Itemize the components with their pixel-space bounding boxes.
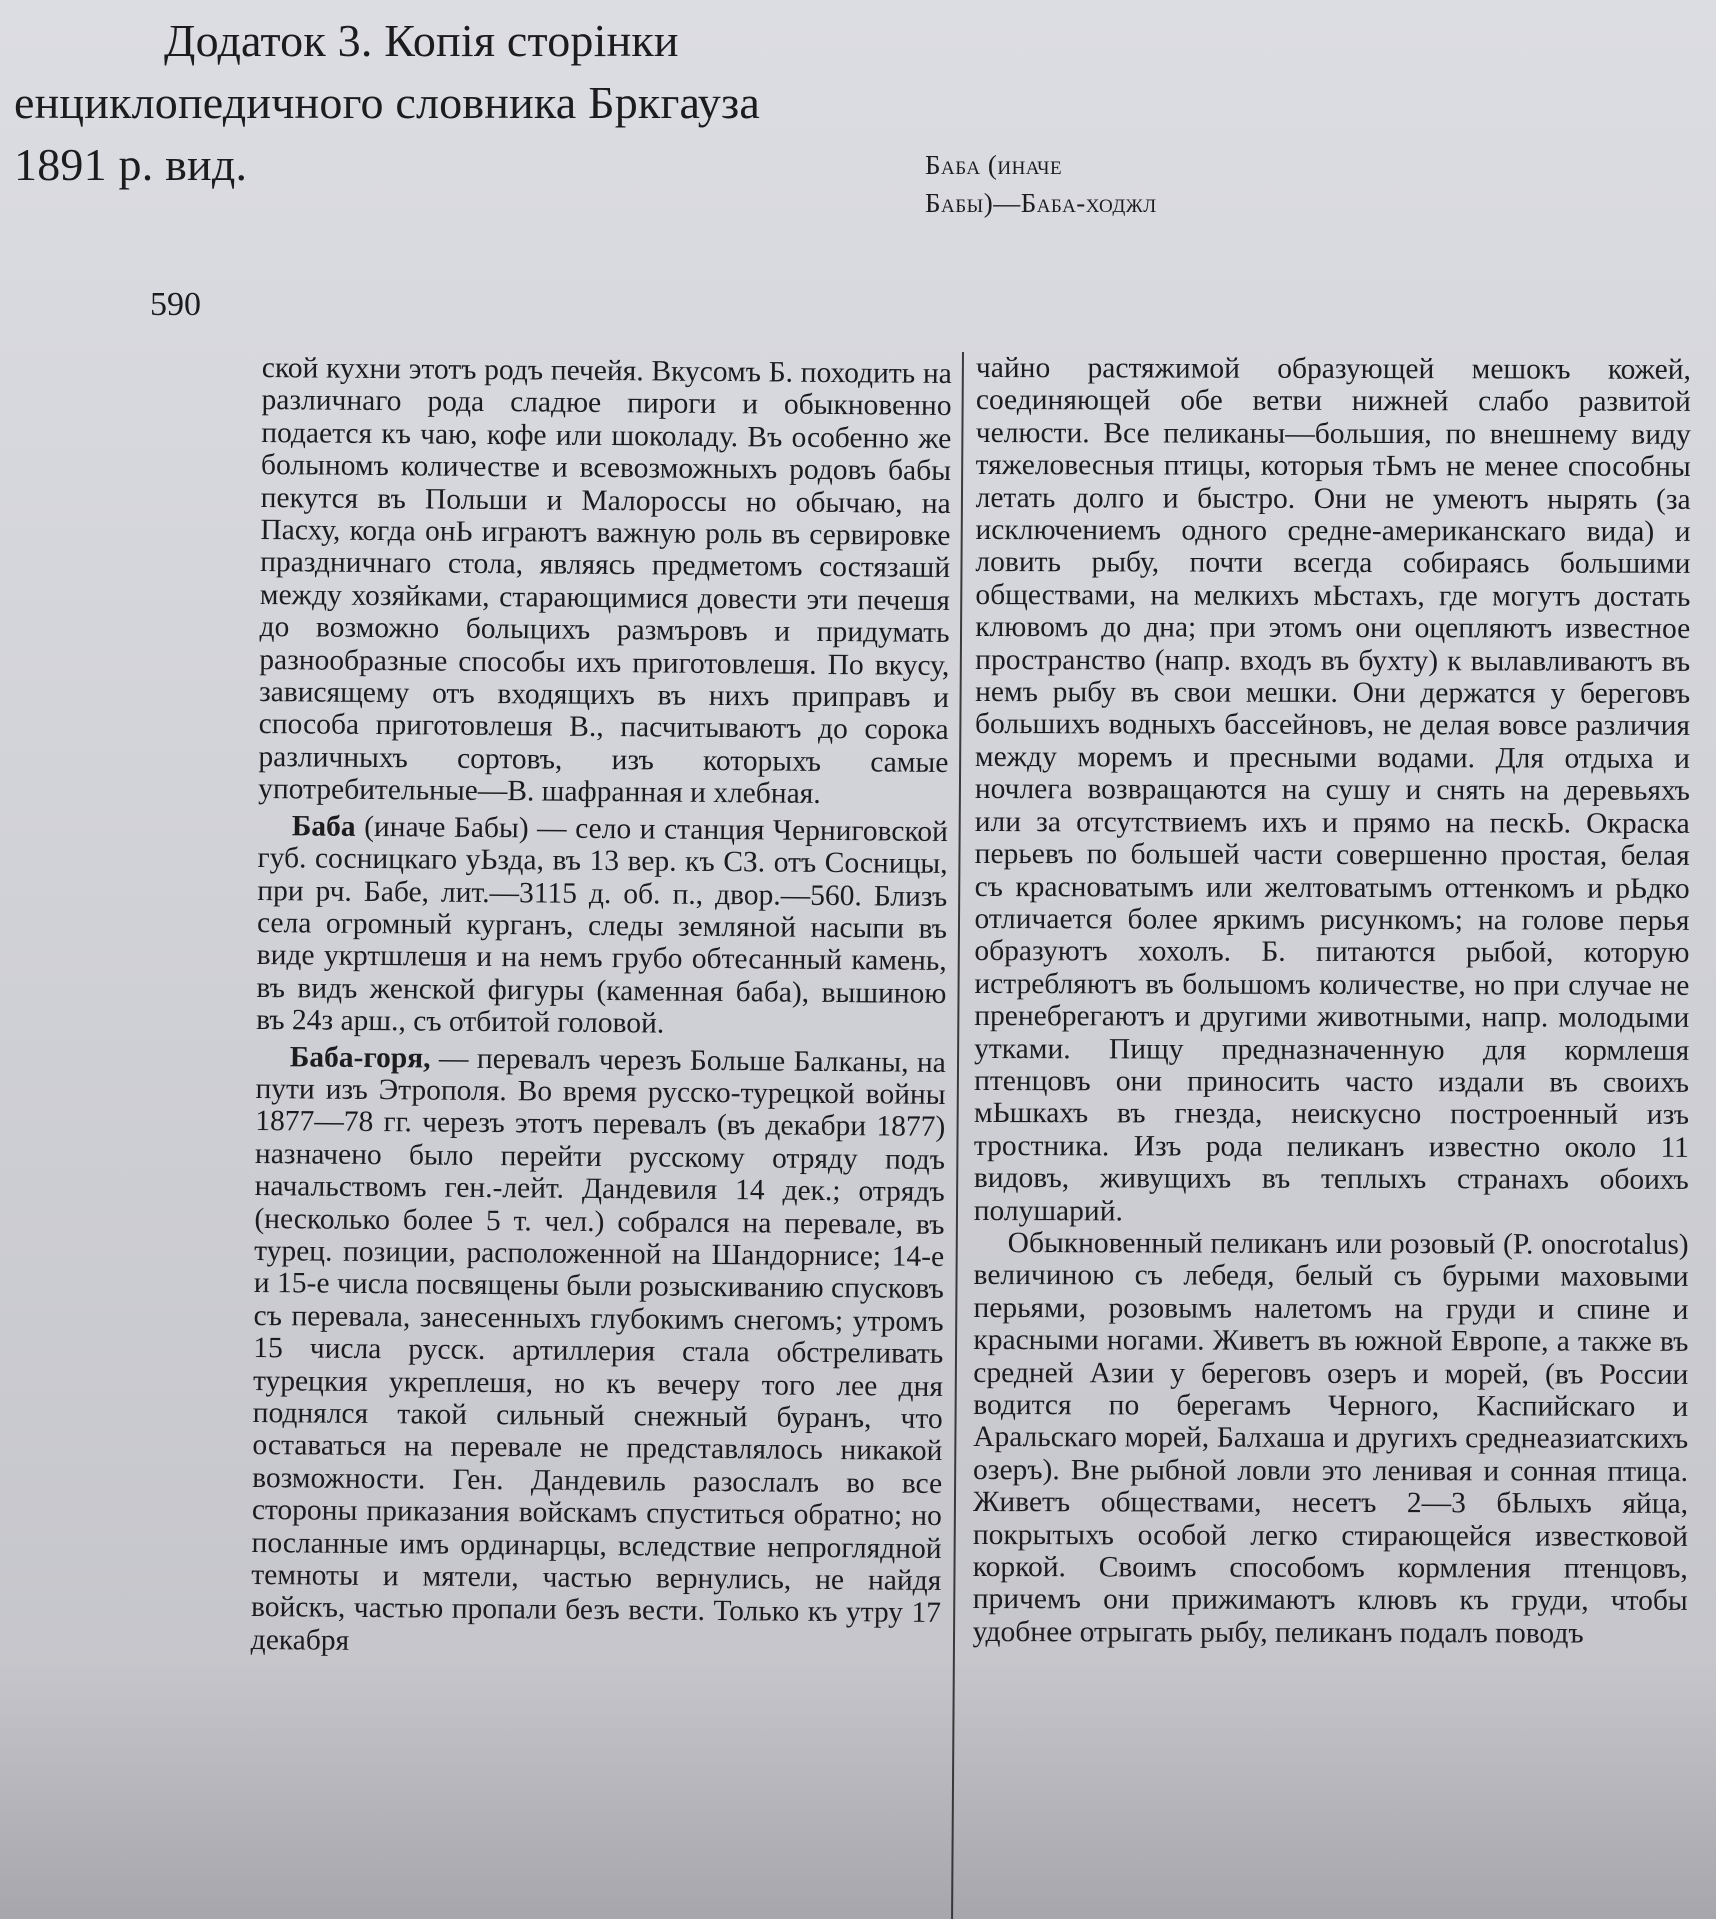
entry-baba-gorya-text: — перевалъ черезъ Больше Балканы, на пути изъ Этрополя. Во время русско-турецкой войны 1877—78 гг. черезъ этотъ перевалъ (въ декабри 1877) назначено было перейти русскому отряду подъ начальствомъ ген.-лейт. Дандевиля 14 дек.; отрядъ (несколько более 5 т. чел.) собрался на перевале, въ турец. позиции, расположенной на Шандорнисе; 14-е и 15-е числа посвящены были розыскиванию спусковъ съ перевала, занесенныхъ глубокимъ снегомъ; утромъ 15 числа русск. артиллерия стала обстреливать турецкия укреплешя, но къ вечеру того лее дня поднялся такой сильный снежный буранъ, что оставаться на перевале не представлялось никакой возможности. Ген. Дандевиль разослалъ во все стороны приказания войскамъ спуститься обратно; но посланные имъ ординарцы, вследствие непроглядной темноты и мятели, частью вернулись, не найдя войскъ, частью пропали безъ вести. Только къ утру 17 декабря bbox=[250, 1042, 946, 1657]
entry-baba-village bbox=[256, 810, 948, 1043]
paragraph-pelicans: чайно растяжимой образующей мешокъ кожей, соединяющей обе ветви нижней слабо развитой челюсти. Все пеликаны—большия, по внешнему виду тяжеловесныя птицы, которыя тЬмъ не менее способны летать долго и быстро. Они не умеютъ нырять (за исключениемъ одного средне-американскаго вида) и ловить рыбу, почти всегда собираясь большими обществами, на мелкихъ мЬстахъ, где могутъ достать клювомъ до дна; при этомъ они оцепляютъ известное пространство (напр. входъ въ бухту) к вылавливаютъ въ немъ рыбу въ свои мешки. Они держатся у береговъ большихъ водныхъ бассейновъ, не делая вовсе различия между моремъ и пресными водами. Для отдыха и ночлега возвращаются на сушу и снять на деревьяхъ или за отсутствиемъ ихъ и прямо на пескЬ. Окраска перьевъ по большей части совершенно простая, белая съ красноватымъ или желтоватымъ оттенкомъ и рЬдко отличается более яркимъ рисункомъ; на голове перья образуютъ хохолъ. Б. питаются рыбой, которую истребляютъ въ большомъ количестве, но при случае не пренебрегаютъ и другими животными, напр. молодыми утками. Пищу предназначенную для кормлешя птенцовъ они приносить часто издали въ своихъ мЬшкахъ въ гнезда, неискусно построенный изъ тростника. Изъ рода пеликанъ известно около 11 видовъ, живущихъ въ теплыхъ странахъ обоихъ полушарий. bbox=[973, 352, 1691, 1227]
left-column bbox=[251, 352, 952, 1662]
title-line-3: 1891 р. вид. bbox=[14, 139, 248, 190]
paragraph-baba-cake: ской кухни этотъ родъ печейя. Вкусомъ Б. походить на различнаго рода сладюе пироги и обыкновенно подается къ чаю, кофе или шоколаду. Въ особенно же болыномъ количестве и всевозможныхъ родовъ бабы пекутся въ Польши и Малороссы но обычаю, на Пасху, когда онЬ играютъ важную роль въ сервировке праздничнаго стола, являясь предметомъ состязашй между хозяйками, старающимися довести эти печешя до возможно болыцихъ размъровъ и придумать разнообразные способы ихъ приготовлешя. По вкусу, зависящему отъ входящихъ въ нихъ приправъ и способа приготовлешя В., пасчитываютъ до сорока различныхъ сортовъ, изъ которыхъ самые употребительные—В. шафранная и хлебная. bbox=[258, 352, 952, 811]
title-line-1: Додаток 3. Копія сторінки bbox=[164, 15, 679, 66]
photo-shadow bbox=[0, 1659, 1716, 1919]
entry-baba-text: (иначе Бабы) — село и станция Черниговской губ. сосницкаго уЬзда, въ 13 вер. къ СЗ. отъ Сосницы, при рч. Бабе, лит.—3115 д. об. п., двор.—560. Близъ села огромный курганъ, следы земляной насыпи въ виде укртшлешя и на немъ грубо обтесанный камень, въ видъ женской фигуры (каменная баба), вышиною въ 24з арш., съ отбитой головой. bbox=[256, 810, 948, 1040]
paragraph-common-pelican: Обыкновенный пеликанъ или розовый (P. onocrotalus) величиною съ лебедя, белый съ бурыми маховыми перьями, розовымъ налетомъ на груди и спине и красными ногами. Живетъ въ южной Европе, а также въ средней Азии у береговъ озеръ и морей, (въ России водится по берегамъ Черного, Каспийскаго и Аральскаго морей, Балхаша и другихъ среднеазиатскихъ озеръ). Вне рыбной ловли это ленивая и сонная птица. Живетъ обществами, несетъ 2—3 бЬлыхъ яйца, покрытыхъ особой легко стирающейся известковой коркой. Своимъ способомъ кормления птенцовъ, причемъ они прижимаютъ клювъ къ груди, чтобы удобнее отрыгать рыбу, пеликанъ подалъ поводъ bbox=[972, 1227, 1689, 1650]
headword-baba: Баба bbox=[291, 809, 356, 843]
running-head-line-2: Бабы)—Баба-ходжл bbox=[925, 188, 1157, 218]
page-number: 590 bbox=[150, 286, 201, 323]
column-divider bbox=[951, 352, 964, 1919]
entry-baba-gorya bbox=[251, 1041, 946, 1663]
appendix-title bbox=[14, 10, 874, 196]
right-column bbox=[973, 352, 1691, 1650]
headword-baba-gorya: Баба-горя, bbox=[289, 1040, 431, 1075]
running-head bbox=[925, 146, 1345, 222]
title-line-2: енциклопедичного словника Бркгауза bbox=[14, 77, 760, 128]
running-head-line-1: Баба (иначе bbox=[925, 150, 1063, 180]
